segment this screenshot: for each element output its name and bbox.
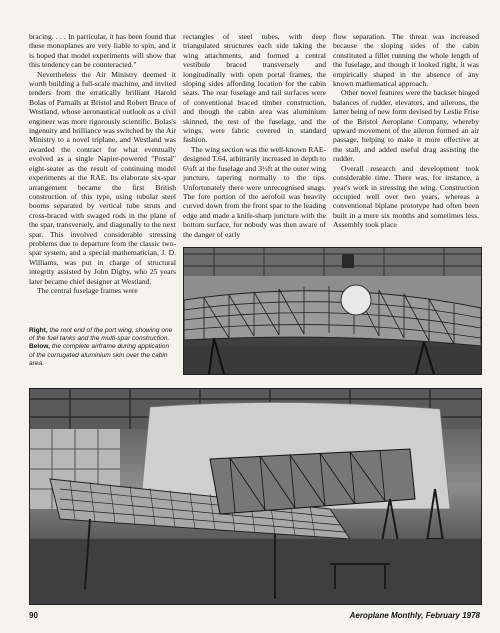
airframe-photo (29, 388, 482, 605)
paragraph: The wing section was the well-known RAE-designed T.64, arbitrarily increased in depth to 6¼ft at the fuselage and 3½ft at the outer wing juncture, tapering normally to the tips. Unfortunately there were unrecognised snags. The fore portion of the aerofoil was heavily curved down from the front spar to the leading edge and made a knife-sharp juncture with the bottom surface, for nobody was then aware of the danger of early (183, 144, 326, 239)
page-number: 90 (29, 611, 38, 620)
paragraph: Overall research and development took considerable time. There was, for instance, a year's work in stressing the wing. Construction occupied well over two years, whereas a conventional biplane prototype had often been built in a mere six months and sometimes less. Assembly took place (333, 163, 479, 230)
caption-below-label: Below, (29, 343, 51, 351)
text-column-3 (333, 32, 479, 230)
paragraph: Other novel features were the backset hinged balances of rudder, elevators, and ailerons, the latter being of new form devised by Leslie Frise of the Bristol Aeroplane Company, whereby upward movement of the aileron formed an air passage, helping to make it more effective at the stall, and added useful drag assisting the rudder. (333, 88, 479, 164)
paragraph: rectangles of steel tubes, with deep triangulated structures each side taking the wing attachments, and formed a central vestibule braced transversely and longitudinally with open portal frames, the sloping sides affording location for the cabin seats. The rear fuselage and tail surfaces were of conventional braced timber construction, and though the cabin area was aluminium skinned, the rest of the fuselage, and the wings, were fabric covered in standard fashion. (183, 32, 326, 145)
magazine-issue: Aeroplane Monthly, February 1978 (349, 611, 480, 620)
caption-right-label: Right, (29, 327, 48, 334)
wing-root-illustration (184, 248, 481, 374)
paragraph: Nevertheless the Air Ministry deemed it worth building a full-scale machine, and invited tenders from the erratically brilliant Harold Bolas of Parnalls at Bristol and Robert Bruce of Westland, whose aeronautical outlook as a civil engineer was more rigorously scientific. Bolas's ingenuity and brilliance was switched by the Air Ministry to a novel triplane, and Westland was awarded the contract for what eventually evolved as a single Napier-powered "Postal" eight-seater as the result of continuing model experiments at the RAE. Its elaborate six-spar arrangement became the first British construction of this type, using tubular steel booms separated by vertical tube struts and cross-braced with swaged rods in the plane of the spar, transversely, and diagonally to the next spar. This involved considerable stressing problems due to departure from the classic two-spar system, and a special mathematician, J. D. Williams, was put in charge of structural integrity assisted by John Digby, who 25 years later became chief designer at Westland. (29, 69, 176, 286)
paragraph: The central fuselage frames were (37, 285, 138, 295)
wing-root-photo (183, 247, 482, 375)
paragraph: bracing. . . . In particular, it has been found that these monoplanes are very liable to spin, and it is hoped that model experiments will show that this tendency can be counteracted." (29, 32, 176, 70)
text-column-2 (183, 32, 326, 239)
airframe-illustration (30, 389, 481, 604)
caption-right-text: the root end of the port wing, showing one of the fuel tanks and the multi-spar construction. (29, 327, 173, 343)
caption-below-text: the complete airframe during application of the corrugated aluminium skin over the cabin area. (29, 343, 170, 367)
text-column-1 (29, 32, 176, 295)
photo-caption (29, 327, 176, 368)
paragraph: flow separation. The threat was increased because the sloping sides of the cabin constituted a fillet running the whole length of the fuselage, and though it looked right, it was empirically shaped in the absence of any known mathematical approach. (333, 32, 479, 89)
